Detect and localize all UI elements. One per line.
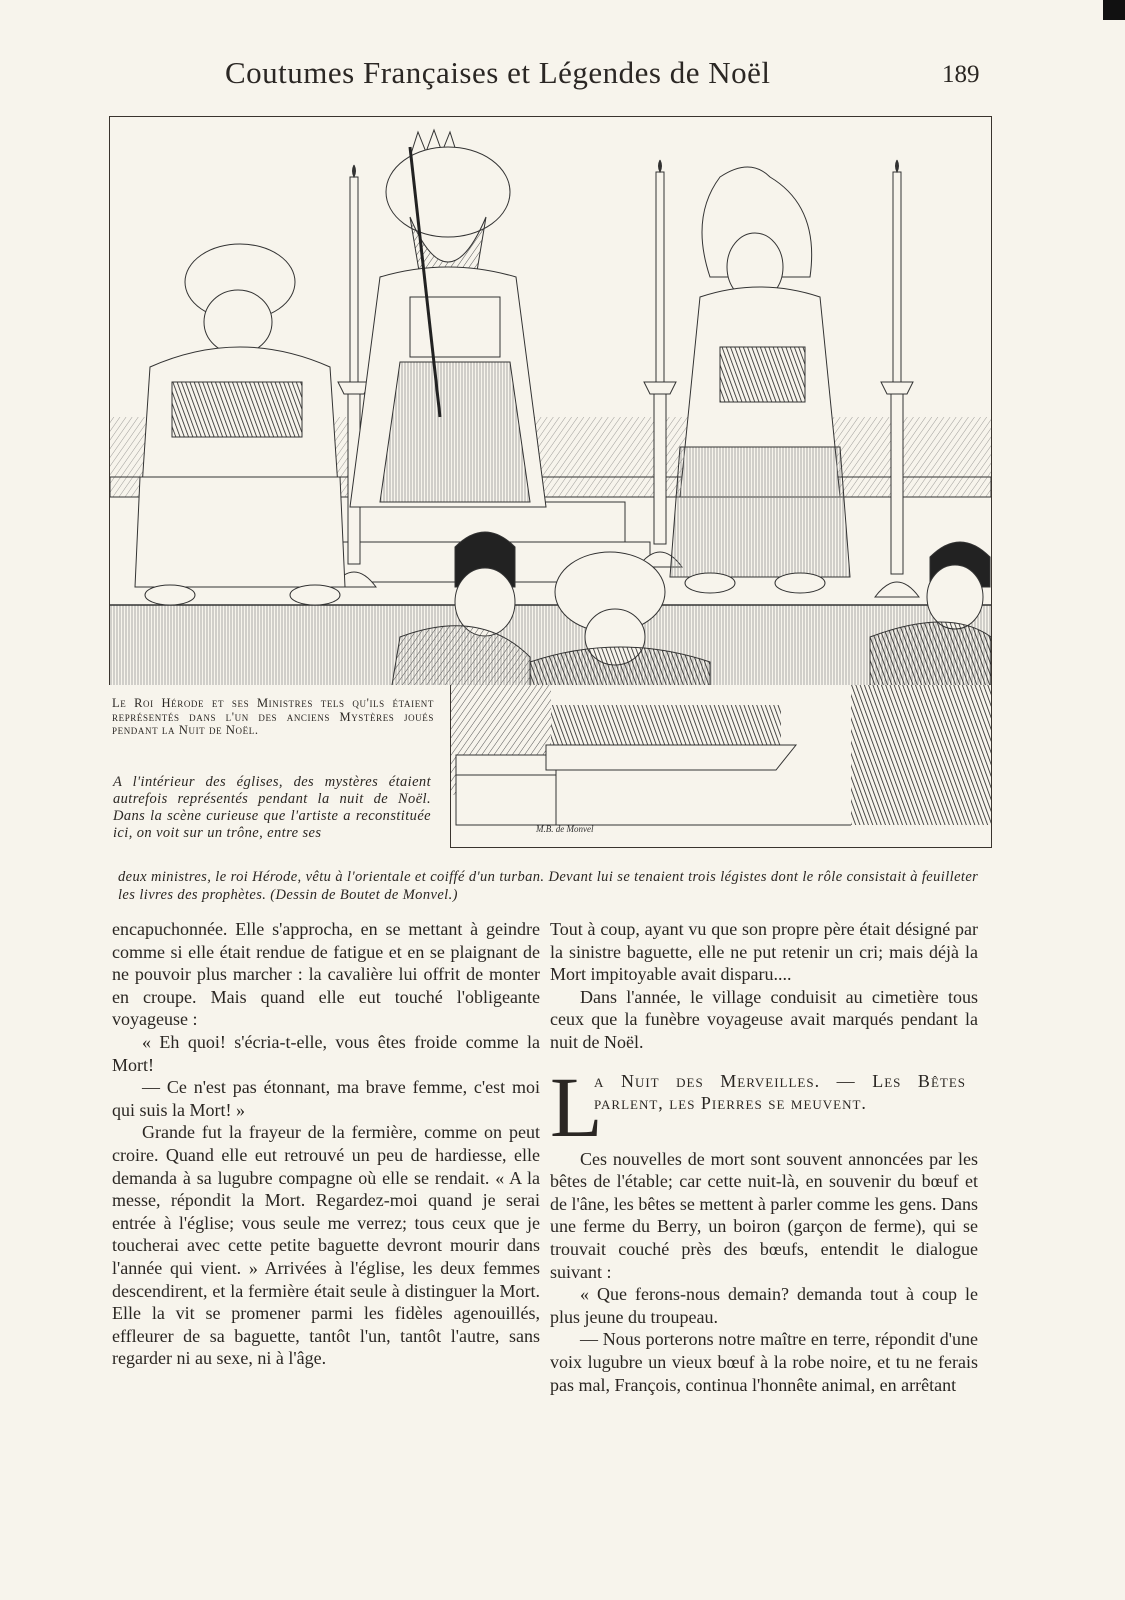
page-header — [0, 55, 1125, 99]
right-minister — [670, 167, 850, 593]
paragraph: — Ce n'est pas étonnant, ma brave femme, c'est moi qui suis la Mort! » — [112, 1077, 540, 1120]
scan-edge-mark — [1103, 0, 1125, 20]
legist-right-robe — [851, 685, 991, 825]
paragraph: « Eh quoi! s'écria-t-elle, vous êtes froide comme la Mort! — [112, 1031, 540, 1075]
drop-cap: L — [550, 1058, 603, 1155]
engraving-drawing — [110, 117, 991, 686]
paragraph: — Nous porterons notre maître en terre, répondit d'une voix lugubre un vieux bœuf à la robe noire, et tu ne ferais pas mal, François, continua l'honnête animal, en arrêtant — [550, 1329, 978, 1395]
paragraph: encapuchonnée. Elle s'approcha, en se mettant à geindre comme si elle était rendue de fatigue et en se plaignant de ne pouvoir plus marcher : la cavalière lui offrit de monter en croupe. Mais quand elle eut touché l'obligeante voyageuse : — [112, 919, 540, 1030]
page-number: 189 — [942, 61, 980, 88]
paragraph: Ces nouvelles de mort sont souvent annoncées par les bêtes de l'étable; car cette nuit-là, en souvenir du bœuf et de l'âne, les bêtes se mettent à parler comme les gens. Dans une ferme du Berry, un boiron (garçon de ferme), qui se trouvait couché près des bœufs, entendit le dialogue suivant : — [550, 1148, 978, 1282]
running-title: Coutumes Françaises et Légendes de Noël — [225, 55, 771, 90]
paragraph: Tout à coup, ayant vu que son propre père était désigné par la sinistre baguette, elle ne put retenir un cri; mais déjà la Mort impitoyable avait disparu.... — [550, 919, 978, 985]
open-book — [546, 745, 796, 770]
artist-signature: M.B. de Monvel — [536, 824, 594, 834]
left-column — [112, 918, 540, 1370]
right-column — [550, 918, 978, 1396]
caption-tail: deux ministres, le roi Hérode, vêtu à l'orientale et coiffé d'un turban. Devant lui se tenaient trois légistes dont le rôle consistait à feuilleter les livres des prophètes. (Dessin de Boutet de Monvel.) — [118, 869, 979, 903]
king-herod — [350, 130, 546, 507]
paragraph: Dans l'année, le village conduisit au cimetière tous ceux que la funèbre voyageuse avait marqués pendant la nuit de Noël. — [550, 986, 978, 1052]
illustration-herod-and-ministers — [109, 116, 992, 687]
section-heading — [550, 1058, 978, 1155]
caption-body: A l'intérieur des églises, des mystères étaient autrefois représentés pendant la nuit de Noël. Dans la scène curieuse que l'artiste a reconstituée ici, on voit sur un trône, entre ses — [113, 774, 431, 841]
paragraph: « Que ferons-nous demain? demanda tout à coup le plus jeune du troupeau. — [550, 1284, 978, 1327]
illustration-lower-part — [450, 685, 992, 848]
engraving-lower — [451, 685, 991, 847]
legist-center-robe — [551, 705, 781, 745]
caption-heading: Le Roi Hérode et ses Ministres tels qu'ils étaient représentés dans l'un des anciens Mystères joués pendant la Nuit de Noël. — [112, 696, 434, 737]
candle-3 — [875, 160, 919, 597]
left-minister — [135, 244, 345, 605]
closed-book — [456, 755, 556, 825]
paragraph: Grande fut la frayeur de la fermière, comme on peut croire. Quand elle eut retrouvé un peu de hardiesse, elle demanda à sa lugubre compagne où elle se rendait. « A la messe, répondit la Mort. Regardez-moi quand je serai entrée à l'église; vous seule me verrez; tous ceux que je toucherai avec cette petite baguette devront mourir dans l'année qui vient. » Arrivées à l'église, les deux femmes descendirent, et la fermière était seule à distinguer la Mort. Elle la vit se promener parmi les fidèles agenouillés, effleurer de sa baguette, tantôt l'un, tantôt l'autre, sans regarder ni au sexe, ni à l'âge. — [112, 1122, 540, 1369]
section-title: a Nuit des Merveilles. — Les Bêtes parlent, les Pierres se meuvent. — [594, 1070, 966, 1114]
